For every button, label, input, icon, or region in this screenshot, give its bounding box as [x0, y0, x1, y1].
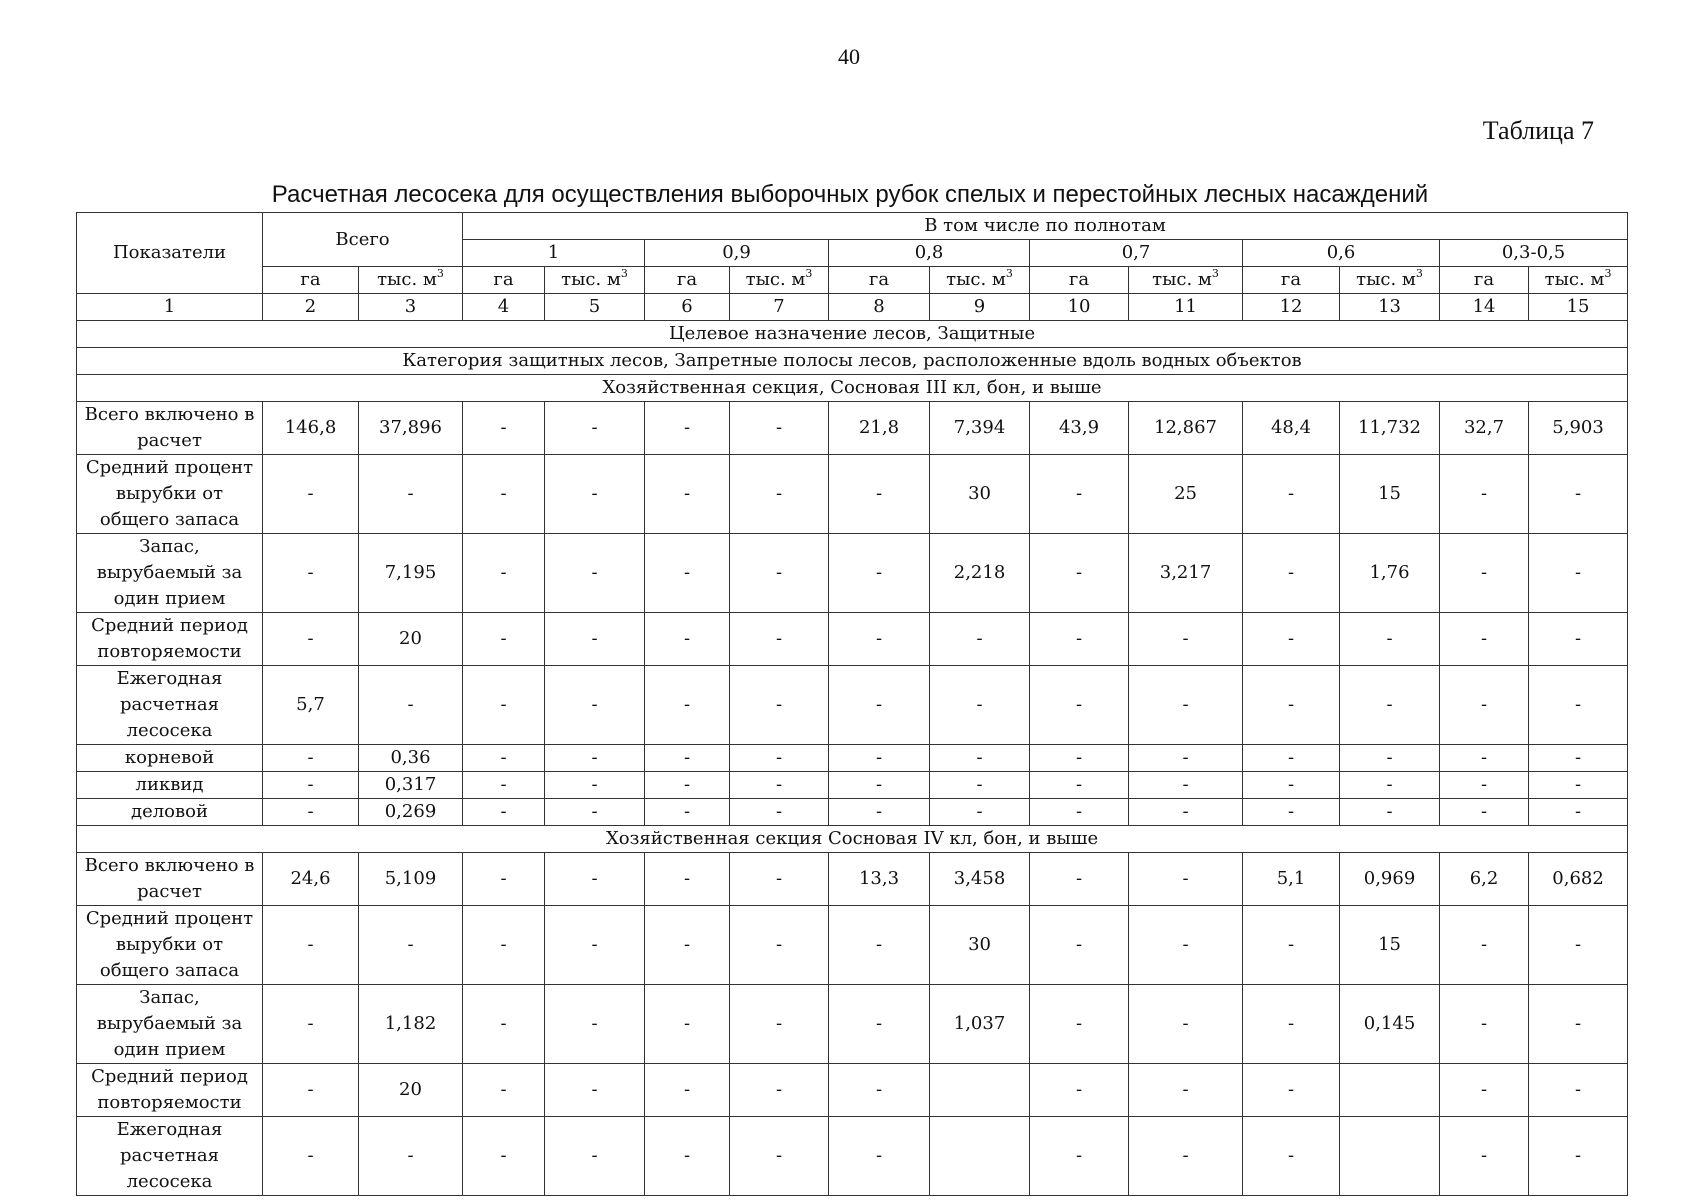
column-number: 9: [930, 294, 1030, 321]
table-cell: -: [730, 1117, 829, 1196]
table-cell: -: [1129, 853, 1243, 906]
table-cell: 15: [1340, 906, 1440, 985]
table-cell: 7,394: [930, 402, 1030, 455]
table-cell: -: [263, 534, 359, 613]
unit-volume: [359, 267, 463, 294]
table-cell: -: [1030, 985, 1129, 1064]
unit-ha: га: [829, 267, 930, 294]
unit-volume: [1529, 267, 1628, 294]
column-number: 14: [1440, 294, 1529, 321]
table-cell: -: [1243, 666, 1340, 745]
table-cell: -: [1243, 1064, 1340, 1117]
table-row: [77, 1064, 1628, 1117]
table-cell: -: [263, 1117, 359, 1196]
table-cell: -: [645, 534, 730, 613]
table-cell: -: [645, 666, 730, 745]
table-cell: -: [263, 1064, 359, 1117]
table-cell: -: [463, 534, 545, 613]
table-cell: 0,682: [1529, 853, 1628, 906]
table-cell: 48,4: [1243, 402, 1340, 455]
table-cell: -: [730, 455, 829, 534]
table-cell: -: [829, 745, 930, 772]
table-cell: 30: [930, 906, 1030, 985]
table-cell: -: [1440, 772, 1529, 799]
table-cell: -: [1340, 666, 1440, 745]
unit-volume-sup: 3: [1604, 267, 1612, 280]
table-row: [77, 799, 1628, 826]
column-number: 13: [1340, 294, 1440, 321]
table-row: [77, 613, 1628, 666]
column-number: 10: [1030, 294, 1129, 321]
table-cell: -: [545, 1117, 645, 1196]
row-label: Средний период повторяемости: [77, 613, 263, 666]
table-cell: -: [930, 799, 1030, 826]
table-cell: -: [545, 985, 645, 1064]
table-cell: -: [645, 799, 730, 826]
column-number: 2: [263, 294, 359, 321]
table-row: [77, 534, 1628, 613]
column-number: 11: [1129, 294, 1243, 321]
row-label: ликвид: [77, 772, 263, 799]
table-cell: -: [1529, 772, 1628, 799]
row-label: Всего включено в расчет: [77, 853, 263, 906]
table-cell: -: [730, 799, 829, 826]
table-cell: -: [1129, 985, 1243, 1064]
row-label: Средний процент вырубки от общего запаса: [77, 455, 263, 534]
table-cell: -: [645, 985, 730, 1064]
table-cell: -: [1243, 906, 1340, 985]
table-cell: -: [645, 402, 730, 455]
table-cell: -: [730, 745, 829, 772]
table-cell: -: [463, 745, 545, 772]
table-cell: 0,145: [1340, 985, 1440, 1064]
table-cell: -: [645, 613, 730, 666]
table-cell: 5,1: [1243, 853, 1340, 906]
column-number: 3: [359, 294, 463, 321]
table-cell: -: [545, 745, 645, 772]
table-cell: 20: [359, 1064, 463, 1117]
table-cell: -: [730, 906, 829, 985]
unit-ha: га: [645, 267, 730, 294]
table-cell: -: [1340, 745, 1440, 772]
table-row: [77, 772, 1628, 799]
table-cell: [1340, 1117, 1440, 1196]
table-cell: -: [1529, 799, 1628, 826]
table-cell: -: [645, 853, 730, 906]
row-label: Ежегодная расчетная лесосека: [77, 666, 263, 745]
table-cell: -: [730, 772, 829, 799]
table-cell: [1340, 1064, 1440, 1117]
table-cell: -: [1243, 534, 1340, 613]
unit-volume-text: тыс. м: [1356, 269, 1416, 290]
table-row: [77, 853, 1628, 906]
section-pine-iv: Хозяйственная секция Сосновая IV кл, бон, и выше: [77, 826, 1628, 853]
table-cell: -: [829, 613, 930, 666]
table-cell: 0,969: [1340, 853, 1440, 906]
table-cell: 24,6: [263, 853, 359, 906]
table-cell: -: [1440, 613, 1529, 666]
table-cell: -: [829, 1117, 930, 1196]
table-cell: -: [1440, 985, 1529, 1064]
table-cell: 11,732: [1340, 402, 1440, 455]
table-cell: 5,7: [263, 666, 359, 745]
table-cell: 0,269: [359, 799, 463, 826]
block-pine-iv: [77, 853, 1628, 1196]
table-cell: 1,037: [930, 985, 1030, 1064]
table-cell: -: [930, 666, 1030, 745]
table-cell: -: [1129, 906, 1243, 985]
table-cell: -: [1340, 799, 1440, 826]
table-cell: -: [463, 985, 545, 1064]
table-cell: -: [1129, 745, 1243, 772]
table-cell: -: [1129, 799, 1243, 826]
table-cell: -: [1440, 799, 1529, 826]
table-row: [77, 455, 1628, 534]
table-cell: -: [730, 853, 829, 906]
column-number: 6: [645, 294, 730, 321]
unit-volume-sup: 3: [620, 267, 628, 280]
table-cell: -: [1529, 534, 1628, 613]
table-row: [77, 985, 1628, 1064]
row-label: Запас, вырубаемый за один прием: [77, 985, 263, 1064]
table-cell: -: [829, 1064, 930, 1117]
table-cell: -: [1030, 853, 1129, 906]
table-cell: -: [545, 613, 645, 666]
unit-volume-sup: 3: [1211, 267, 1219, 280]
row-label: Ежегодная расчетная лесосека: [77, 1117, 263, 1196]
table-cell: -: [645, 906, 730, 985]
column-number: 4: [463, 294, 545, 321]
table-cell: -: [1129, 1117, 1243, 1196]
header-density-0-8: 0,8: [829, 240, 1030, 267]
table-cell: -: [645, 455, 730, 534]
column-number: 15: [1529, 294, 1628, 321]
table-cell: -: [359, 906, 463, 985]
table-cell: 5,109: [359, 853, 463, 906]
table-cell: 7,195: [359, 534, 463, 613]
table-cell: 12,867: [1129, 402, 1243, 455]
table-cell: -: [1129, 613, 1243, 666]
table-cell: -: [1030, 906, 1129, 985]
table-cell: -: [1529, 906, 1628, 985]
table-cell: -: [1529, 455, 1628, 534]
table-cell: [930, 1117, 1030, 1196]
table-cell: -: [930, 613, 1030, 666]
unit-volume: [1340, 267, 1440, 294]
table-cell: -: [463, 666, 545, 745]
table-cell: -: [463, 402, 545, 455]
table-cell: -: [545, 455, 645, 534]
table-cell: -: [545, 799, 645, 826]
unit-volume-sup: 3: [436, 267, 444, 280]
table-cell: -: [263, 985, 359, 1064]
table-cell: -: [545, 853, 645, 906]
table-cell: -: [829, 985, 930, 1064]
table-cell: 1,76: [1340, 534, 1440, 613]
table-cell: 15: [1340, 455, 1440, 534]
table-cell: -: [1440, 666, 1529, 745]
column-numbers-row: [77, 294, 1628, 321]
row-label: Запас, вырубаемый за один прием: [77, 534, 263, 613]
table-cell: -: [1243, 1117, 1340, 1196]
table-cell: -: [545, 534, 645, 613]
table-cell: -: [930, 772, 1030, 799]
row-label: Всего включено в расчет: [77, 402, 263, 455]
row-label: Средний процент вырубки от общего запаса: [77, 906, 263, 985]
table-cell: -: [1440, 1064, 1529, 1117]
unit-ha: га: [1243, 267, 1340, 294]
unit-volume: [730, 267, 829, 294]
table-cell: -: [829, 534, 930, 613]
column-number: 5: [545, 294, 645, 321]
table-cell: 3,458: [930, 853, 1030, 906]
header-density-1: 1: [463, 240, 645, 267]
table-cell: -: [263, 772, 359, 799]
unit-ha: га: [263, 267, 359, 294]
table-cell: -: [730, 666, 829, 745]
unit-volume-text: тыс. м: [1152, 269, 1212, 290]
table-cell: 0,36: [359, 745, 463, 772]
table-cell: -: [263, 745, 359, 772]
column-number: 7: [730, 294, 829, 321]
table-cell: -: [1529, 1117, 1628, 1196]
table-cell: -: [930, 745, 1030, 772]
table-cell: 30: [930, 455, 1030, 534]
table-cell: -: [1529, 613, 1628, 666]
table-cell: -: [1243, 772, 1340, 799]
table-cell: -: [359, 666, 463, 745]
table-cell: -: [263, 613, 359, 666]
table-cell: -: [1243, 745, 1340, 772]
header-total: Всего: [263, 213, 463, 267]
table-cell: -: [829, 455, 930, 534]
table-row: [77, 402, 1628, 455]
table-cell: -: [1030, 772, 1129, 799]
header-by-density: В том числе по полнотам: [463, 213, 1628, 240]
table-row: [77, 906, 1628, 985]
table-cell: -: [829, 906, 930, 985]
table-cell: -: [1243, 455, 1340, 534]
table-cell: 25: [1129, 455, 1243, 534]
table-cell: -: [463, 455, 545, 534]
table-cell: -: [463, 1064, 545, 1117]
table-cell: 13,3: [829, 853, 930, 906]
allowable-cut-table: [76, 212, 1628, 1196]
table-cell: -: [1529, 745, 1628, 772]
table-cell: -: [463, 799, 545, 826]
table-cell: -: [1529, 985, 1628, 1064]
header-density-0-7: 0,7: [1030, 240, 1243, 267]
table-cell: -: [730, 402, 829, 455]
table-cell: 5,903: [1529, 402, 1628, 455]
table-row: [77, 666, 1628, 745]
table-cell: -: [730, 985, 829, 1064]
unit-volume: [545, 267, 645, 294]
table-cell: -: [359, 455, 463, 534]
unit-ha: га: [1030, 267, 1129, 294]
header-density-0-6: 0,6: [1243, 240, 1440, 267]
table-cell: -: [463, 853, 545, 906]
page-number: 40: [838, 44, 860, 69]
unit-volume: [1129, 267, 1243, 294]
unit-volume-text: тыс. м: [946, 269, 1006, 290]
table-cell: [930, 1064, 1030, 1117]
units-row: [77, 267, 1628, 294]
table-cell: -: [645, 1064, 730, 1117]
table-cell: -: [829, 799, 930, 826]
table-cell: -: [545, 402, 645, 455]
header-density-0-3-0-5: 0,3-0,5: [1440, 240, 1628, 267]
table-cell: -: [1030, 1117, 1129, 1196]
unit-volume-sup: 3: [1415, 267, 1423, 280]
table-cell: 43,9: [1030, 402, 1129, 455]
table-cell: -: [1129, 1064, 1243, 1117]
table-cell: -: [1440, 745, 1529, 772]
table-cell: -: [1529, 1064, 1628, 1117]
table-cell: -: [1340, 613, 1440, 666]
table-title: Расчетная лесосека для осуществления выборочных рубок спелых и перестойных лесных насаждений: [271, 181, 1429, 208]
table-cell: -: [645, 745, 730, 772]
table-cell: -: [730, 534, 829, 613]
table-cell: -: [545, 906, 645, 985]
table-cell: -: [1030, 799, 1129, 826]
section-category: Категория защитных лесов, Запретные полосы лесов, расположенные вдоль водных объектов: [77, 348, 1628, 375]
unit-volume-text: тыс. м: [745, 269, 806, 290]
unit-volume-sup: 3: [805, 267, 813, 280]
table-cell: -: [463, 613, 545, 666]
unit-volume: [930, 267, 1030, 294]
table-cell: -: [545, 1064, 645, 1117]
row-label: деловой: [77, 799, 263, 826]
table-cell: -: [1243, 613, 1340, 666]
table-cell: -: [1440, 1117, 1529, 1196]
table-cell: 2,218: [930, 534, 1030, 613]
table-row: [77, 1117, 1628, 1196]
unit-ha: га: [463, 267, 545, 294]
table-cell: -: [730, 1064, 829, 1117]
table-cell: -: [1440, 534, 1529, 613]
table-cell: -: [1129, 666, 1243, 745]
table-cell: -: [1529, 666, 1628, 745]
table-cell: 37,896: [359, 402, 463, 455]
table-cell: -: [829, 772, 930, 799]
table-cell: 3,217: [1129, 534, 1243, 613]
column-number: 8: [829, 294, 930, 321]
unit-volume-text: тыс. м: [377, 269, 437, 290]
table-cell: -: [263, 906, 359, 985]
column-number: 1: [77, 294, 263, 321]
table-cell: -: [1030, 455, 1129, 534]
unit-volume-sup: 3: [1005, 267, 1013, 280]
table-cell: -: [463, 906, 545, 985]
table-cell: -: [359, 1117, 463, 1196]
table-cell: 20: [359, 613, 463, 666]
table-cell: -: [1030, 534, 1129, 613]
table-label: Таблица 7: [1482, 116, 1594, 145]
unit-ha: га: [1440, 267, 1529, 294]
table-cell: -: [1243, 799, 1340, 826]
header-density-0-9: 0,9: [645, 240, 829, 267]
table-cell: -: [730, 613, 829, 666]
table-cell: -: [1440, 455, 1529, 534]
table-cell: 0,317: [359, 772, 463, 799]
table-cell: -: [645, 1117, 730, 1196]
table-cell: -: [1129, 772, 1243, 799]
table-cell: -: [1030, 745, 1129, 772]
table-cell: -: [545, 666, 645, 745]
row-label: корневой: [77, 745, 263, 772]
table-cell: -: [1340, 772, 1440, 799]
table-cell: 32,7: [1440, 402, 1529, 455]
table-cell: -: [1030, 1064, 1129, 1117]
table-cell: 1,182: [359, 985, 463, 1064]
table-cell: -: [1030, 666, 1129, 745]
table-cell: 21,8: [829, 402, 930, 455]
table-cell: -: [1243, 985, 1340, 1064]
row-label: Средний период повторяемости: [77, 1064, 263, 1117]
table-cell: -: [545, 772, 645, 799]
section-pine-iii: Хозяйственная секция, Сосновая III кл, бон, и выше: [77, 375, 1628, 402]
header-indicators: Показатели: [77, 213, 263, 294]
table-cell: -: [263, 455, 359, 534]
table-cell: -: [463, 772, 545, 799]
unit-volume-text: тыс. м: [561, 269, 621, 290]
block-pine-iii: [77, 402, 1628, 826]
table-cell: -: [1030, 613, 1129, 666]
column-number: 12: [1243, 294, 1340, 321]
table-row: [77, 745, 1628, 772]
table-cell: 146,8: [263, 402, 359, 455]
table-cell: -: [463, 1117, 545, 1196]
unit-volume-text: тыс. м: [1544, 269, 1605, 290]
table-cell: -: [645, 772, 730, 799]
table-cell: 6,2: [1440, 853, 1529, 906]
table-cell: -: [829, 666, 930, 745]
section-purpose: Целевое назначение лесов, Защитные: [77, 321, 1628, 348]
table-cell: -: [1440, 906, 1529, 985]
table-cell: -: [263, 799, 359, 826]
